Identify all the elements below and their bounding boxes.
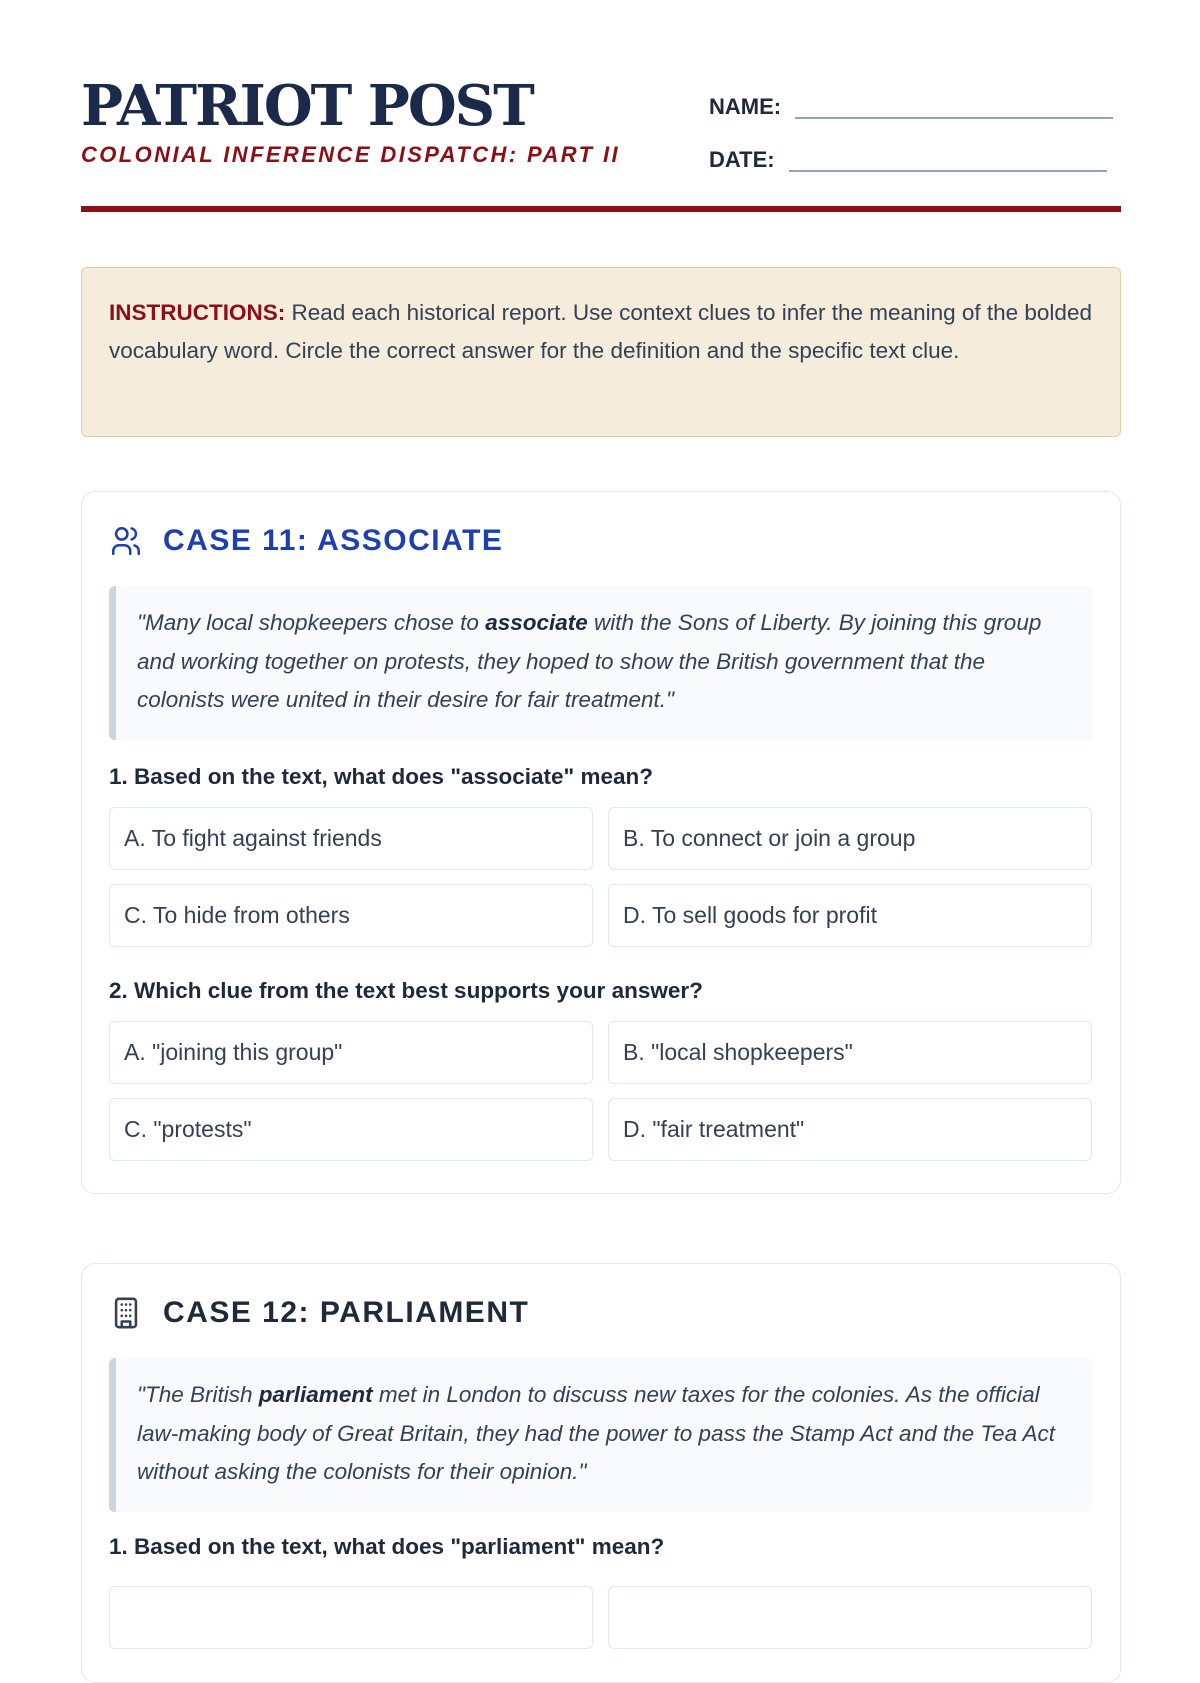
question-2: 2. Which clue from the text best supports your answer? — [109, 978, 703, 1003]
passage — [109, 586, 1092, 740]
case-title: CASE 12: PARLIAMENT — [163, 1296, 530, 1329]
answer-option[interactable]: B. "local shopkeepers" — [608, 1021, 1092, 1084]
instructions-box — [81, 267, 1121, 437]
passage-text: met in London to discuss new taxes for the colonies. As the official law-making body of Great Britain, they had the power to pass the Stamp Act and the Tea Act without asking the colonists for their opinion." — [137, 1382, 1056, 1484]
passage — [109, 1358, 1092, 1512]
answer-option[interactable]: D. To sell goods for profit — [608, 884, 1092, 947]
case-card-11 — [81, 491, 1121, 1194]
passage-text: with the Sons of Liberty. By joining this group and working together on protests, they hoped to show the British government that the colonists were united in their desire for fair treatment." — [137, 610, 1042, 712]
page-title: PATRIOT POST — [81, 73, 533, 139]
date-field — [709, 147, 1107, 173]
instructions-lead: INSTRUCTIONS: — [109, 300, 286, 325]
passage-text: "Many local shopkeepers chose to — [137, 610, 486, 635]
vocab-word: associate — [485, 610, 588, 635]
building-icon — [109, 1296, 143, 1330]
header — [81, 0, 1121, 214]
case-title: CASE 11: ASSOCIATE — [163, 524, 504, 557]
case-header — [109, 1296, 529, 1330]
answer-option[interactable] — [608, 1586, 1092, 1649]
question-1: 1. Based on the text, what does "associate" mean? — [109, 764, 653, 789]
instructions-text: Read each historical report. Use context clues to infer the meaning of the bolded vocabulary word. Circle the correct answer for the definition and the specific text clue. — [109, 300, 1092, 363]
worksheet-page — [81, 0, 1121, 1559]
date-line[interactable] — [789, 148, 1107, 172]
page-subtitle: COLONIAL INFERENCE DISPATCH: PART II — [81, 142, 621, 167]
name-line[interactable] — [795, 95, 1113, 119]
answer-option[interactable]: A. To fight against friends — [109, 807, 593, 870]
answer-option[interactable]: C. "protests" — [109, 1098, 593, 1161]
answer-option[interactable]: A. "joining this group" — [109, 1021, 593, 1084]
vocab-word: parliament — [258, 1382, 373, 1407]
case-header — [109, 524, 503, 558]
passage-text: "The British — [137, 1382, 259, 1407]
date-label: DATE: — [709, 147, 775, 172]
answer-option[interactable] — [109, 1586, 593, 1649]
answer-option[interactable]: B. To connect or join a group — [608, 807, 1092, 870]
case-card-12 — [81, 1263, 1121, 1683]
name-label: NAME: — [709, 94, 782, 119]
answer-option[interactable]: C. To hide from others — [109, 884, 593, 947]
users-icon — [109, 524, 143, 558]
answer-option[interactable]: D. "fair treatment" — [608, 1098, 1092, 1161]
masthead — [81, 73, 621, 168]
question-1: 1. Based on the text, what does "parliament" mean? — [109, 1534, 665, 1559]
header-divider — [81, 206, 1121, 212]
name-field — [709, 94, 1113, 120]
